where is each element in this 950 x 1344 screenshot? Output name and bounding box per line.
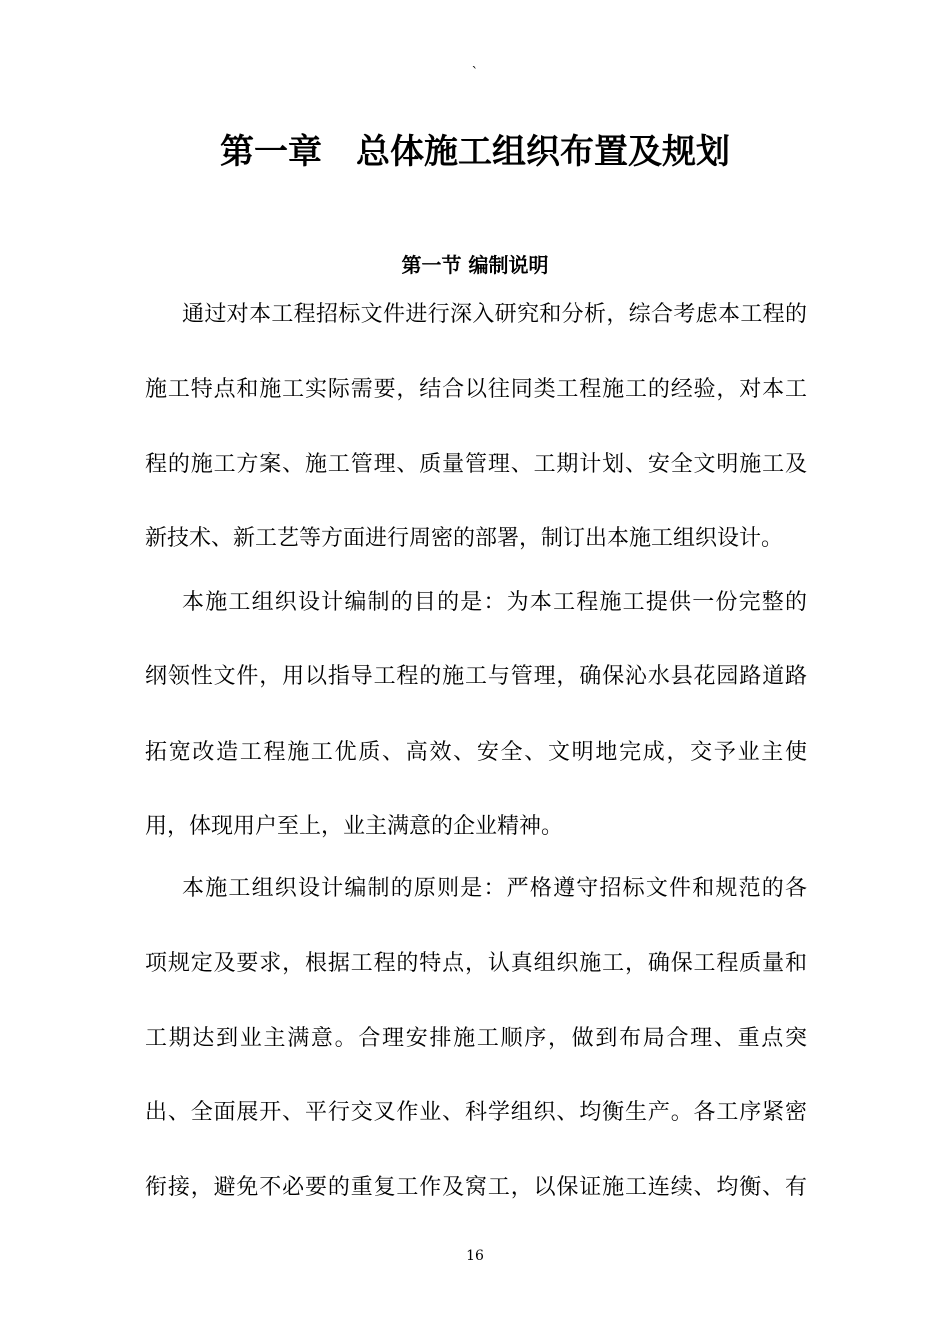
section-title: 第一节 编制说明	[401, 253, 549, 277]
paragraph-3-line-1: 本施工组织设计编制的原则是：严格遵守招标文件和规范的各	[182, 876, 807, 901]
paragraph-1-line-1: 通过对本工程招标文件进行深入研究和分析，综合考虑本工程的	[182, 302, 807, 327]
paragraph-3-line-5: 衔接，避免不必要的重复工作及窝工，以保证施工连续、均衡、有	[145, 1175, 807, 1200]
paragraph-1-line-4: 新技术、新工艺等方面进行周密的部署，制订出本施工组织设计。	[145, 526, 784, 551]
chapter-title: 第一章 总体施工组织布置及规划	[220, 132, 730, 172]
header-mark: `	[471, 65, 479, 81]
paragraph-2-line-3: 拓宽改造工程施工优质、高效、安全、文明地完成，交予业主使	[145, 740, 807, 765]
paragraph-1-line-3: 程的施工方案、施工管理、质量管理、工期计划、安全文明施工及	[145, 452, 807, 477]
paragraph-2-line-1: 本施工组织设计编制的目的是：为本工程施工提供一份完整的	[182, 590, 807, 615]
paragraph-2-line-2: 纲领性文件，用以指导工程的施工与管理，确保沁水县花园路道路	[145, 664, 807, 689]
page-number: 16	[466, 1248, 484, 1264]
paragraph-3-line-3: 工期达到业主满意。合理安排施工顺序，做到布局合理、重点突	[145, 1026, 807, 1051]
paragraph-1-line-2: 施工特点和施工实际需要，结合以往同类工程施工的经验，对本工	[145, 377, 807, 402]
paragraph-3-line-2: 项规定及要求，根据工程的特点，认真组织施工，确保工程质量和	[145, 951, 807, 976]
paragraph-2-line-4: 用，体现用户至上，业主满意的企业精神。	[145, 814, 564, 839]
paragraph-3-line-4: 出、全面展开、平行交叉作业、科学组织、均衡生产。各工序紧密	[145, 1100, 807, 1125]
